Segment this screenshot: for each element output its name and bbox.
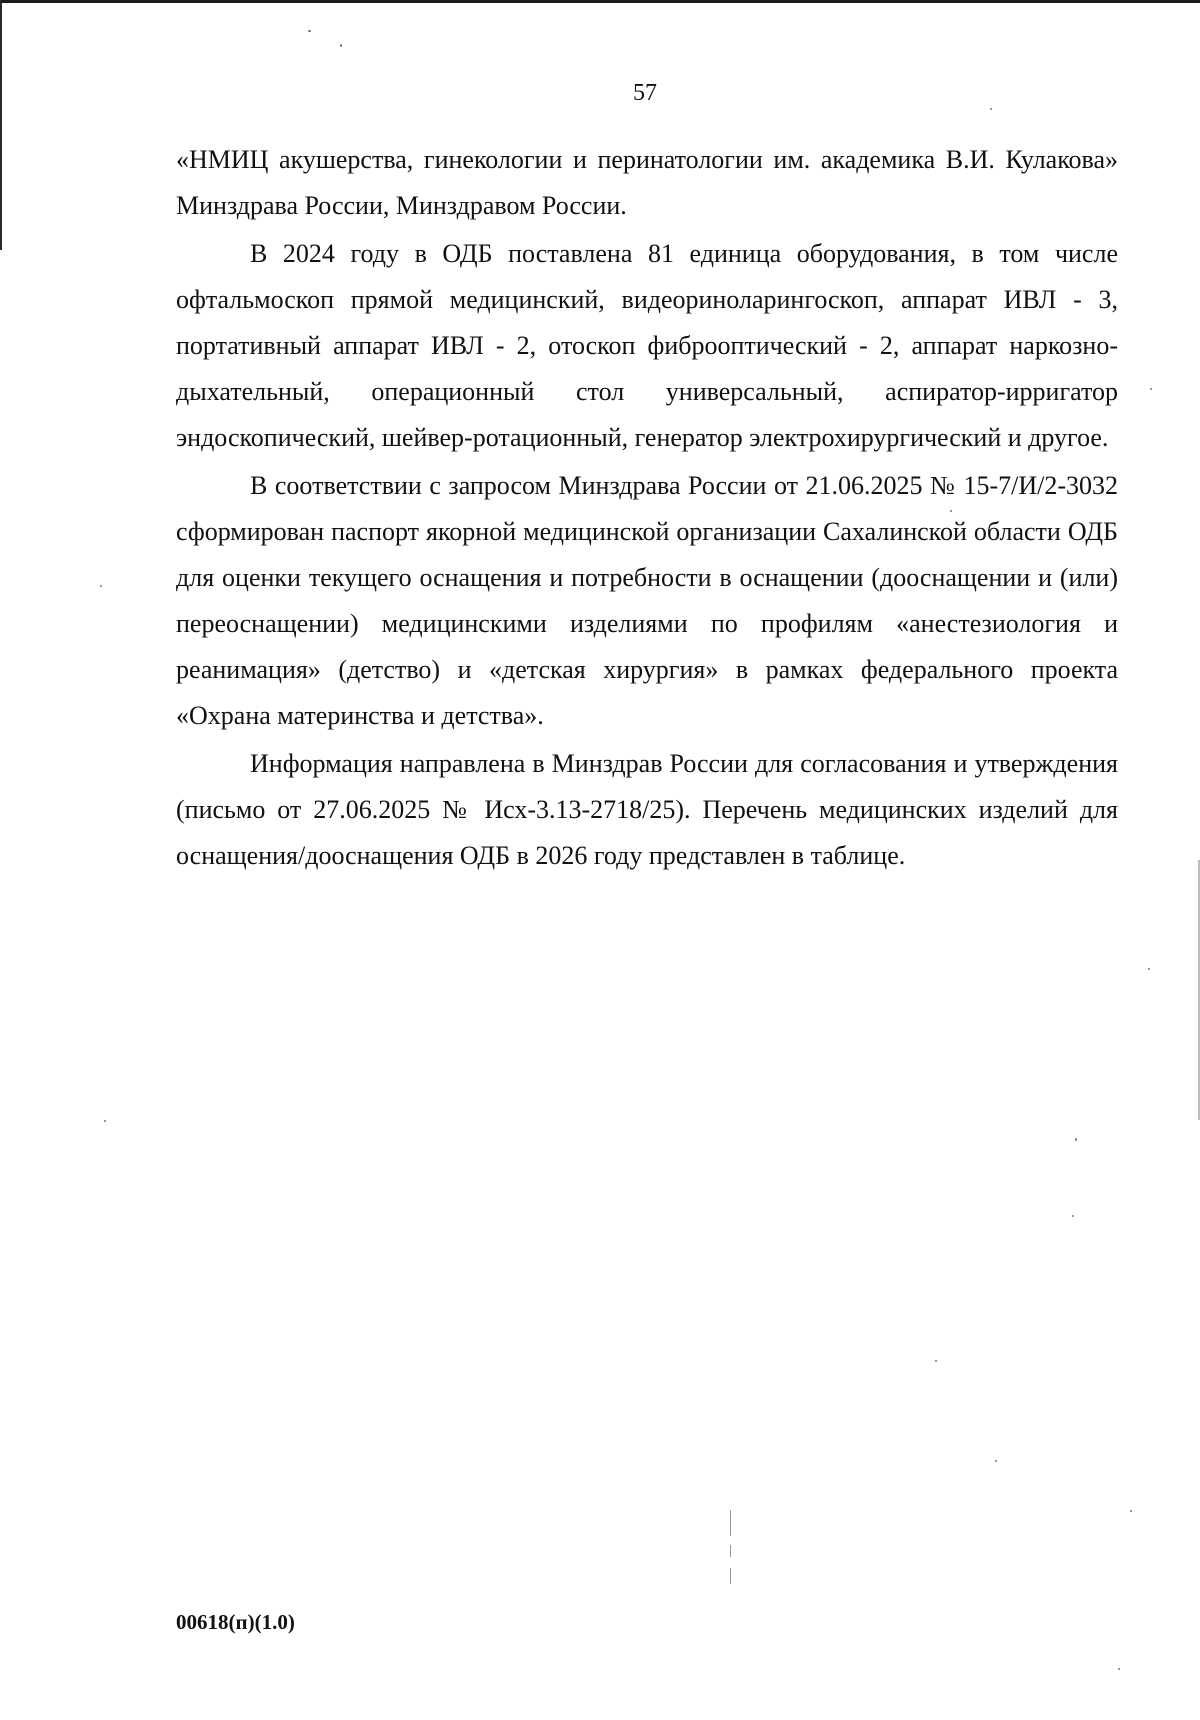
scan-speck <box>995 1460 997 1462</box>
scan-speck <box>1118 1668 1120 1670</box>
scan-speck <box>935 1360 937 1362</box>
paragraph-equipment-2024: В 2024 году в ОДБ поставлена 81 единица оборудования, в том числе офтальмоскоп прямой медицинский, видеориноларингоскоп, аппарат ИВЛ - 3, портативный аппарат ИВЛ - 2, отоскоп фиброоптический - 2, аппарат наркозно-дыхательный, операционный стол универсальный, аспиратор-ирригатор эндоскопический, шейвер-ротационный, генератор электрохирургический и другое. <box>176 239 1118 452</box>
scan-speck <box>1130 1510 1132 1512</box>
scan-scratch <box>730 1545 731 1557</box>
scan-scratch <box>730 1568 731 1584</box>
scan-speck <box>990 108 992 110</box>
document-code: 00618(п)(1.0) <box>176 1610 295 1634</box>
scan-speck <box>1072 1215 1074 1217</box>
scan-scratch <box>730 1510 731 1536</box>
scan-speck <box>1075 1138 1077 1141</box>
scan-speck <box>1150 388 1152 390</box>
scan-speck <box>1148 968 1150 970</box>
scan-speck <box>950 510 952 512</box>
paragraph-passport-request: В соответствии с запросом Минздрава России от 21.06.2025 № 15-7/И/2-3032 сформирован паспорт якорной медицинской организации Сахалинской области ОДБ для оценки текущего оснащения и потребности в оснащении (дооснащении и (или) переоснащении) медицинскими изделиями по профилям «анестезиология и реанимация» (детство) и «детская хирургия» в рамках федерального проекта «Охрана материнства и детства». <box>176 471 1118 730</box>
scan-speck <box>100 585 102 587</box>
document-body <box>176 137 1118 879</box>
paragraph-information-sent: Информация направлена в Минздрав России для согласования и утверждения (письмо от 27.06.2025 № Исх-3.13-2718/25). Перечень медицинских изделий для оснащения/дооснащения ОДБ в 2026 году представлен в таблице. <box>176 749 1118 870</box>
page-number: 57 <box>633 80 657 106</box>
scan-speck <box>104 1120 106 1122</box>
paragraph-continuation: «НМИЦ акушерства, гинекологии и перинатологии им. академика В.И. Кулакова» Минздрава России, Минздравом России. <box>176 145 1118 220</box>
scan-speck <box>308 30 311 32</box>
scan-border-top <box>0 0 1200 3</box>
scan-speck <box>340 44 342 47</box>
scan-border-left <box>0 0 2 250</box>
